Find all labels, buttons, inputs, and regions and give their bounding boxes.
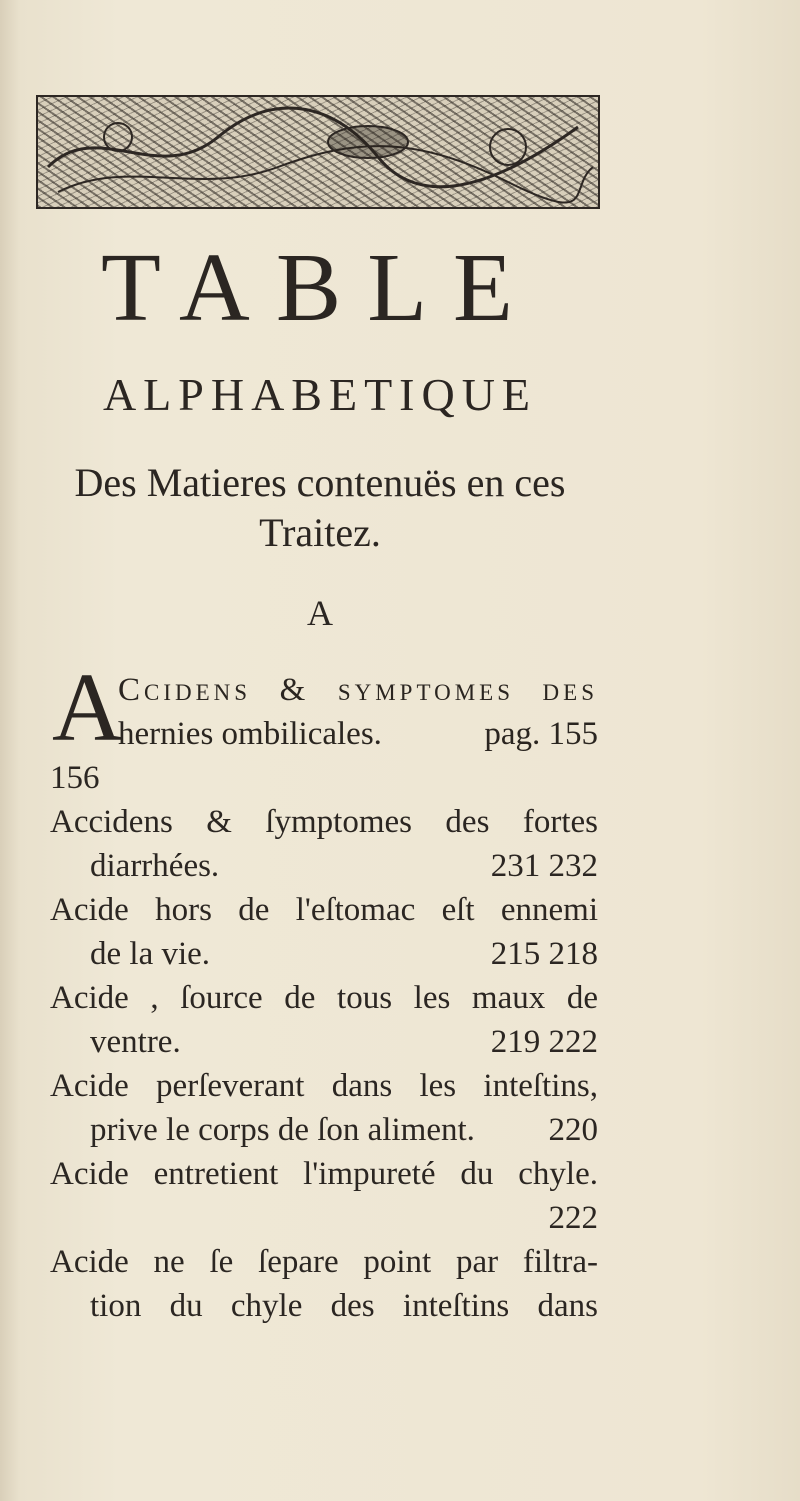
page-reference: 219 222 [490, 1024, 598, 1060]
index-entry [50, 888, 598, 976]
index-entry [50, 1064, 598, 1152]
index-entry [50, 1240, 598, 1328]
entry-line: Acide , ſource de tous les maux de [50, 980, 598, 1016]
entry-line: Acide ne ſe ſepare point par filtra- [50, 1244, 598, 1280]
page-description [0, 458, 640, 558]
decorative-headpiece-icon [36, 95, 600, 209]
index-entry [50, 1152, 598, 1240]
index-entry [50, 800, 598, 888]
entry-line: ventre. [90, 1024, 181, 1060]
entry-line: de la vie. [90, 936, 211, 972]
entry-continuation [50, 756, 598, 800]
description-line-1: Des Matieres contenuës en ces [74, 460, 566, 505]
index-entry [50, 976, 598, 1064]
page-reference: 220 [548, 1112, 598, 1148]
entry-line: Acide perſeverant dans les inteſtins, [50, 1068, 598, 1104]
entry-line: diarrhées. [90, 848, 220, 884]
page-subtitle: ALPHABETIQUE [102, 369, 538, 420]
entry-line: Ccidens & ſymptomes des [118, 672, 598, 708]
entry-line: hernies ombilicales. [118, 716, 382, 752]
entry-line: prive le corps de ſon aliment. [90, 1112, 475, 1148]
index-entry-first [118, 668, 598, 756]
page-reference: 231 232 [490, 848, 598, 884]
entry-line: Acide hors de l'eſtomac eſt ennemi [50, 892, 598, 928]
page-reference: 215 218 [490, 936, 598, 972]
drop-cap: A [52, 654, 123, 762]
page-reference: 156 [50, 760, 100, 796]
section-letter: A [307, 593, 333, 633]
page-reference: pag. 155 [484, 716, 598, 752]
description-line-2: Traitez. [259, 510, 381, 555]
entry-line: tion du chyle des inteſtins dans [90, 1288, 598, 1324]
entry-line: Acide entretient l'impureté du chyle. [50, 1156, 598, 1192]
entry-line: Accidens & ſymptomes des fortes [50, 804, 598, 840]
page-title: TABLE [101, 234, 539, 342]
page-reference: 222 [548, 1200, 598, 1236]
